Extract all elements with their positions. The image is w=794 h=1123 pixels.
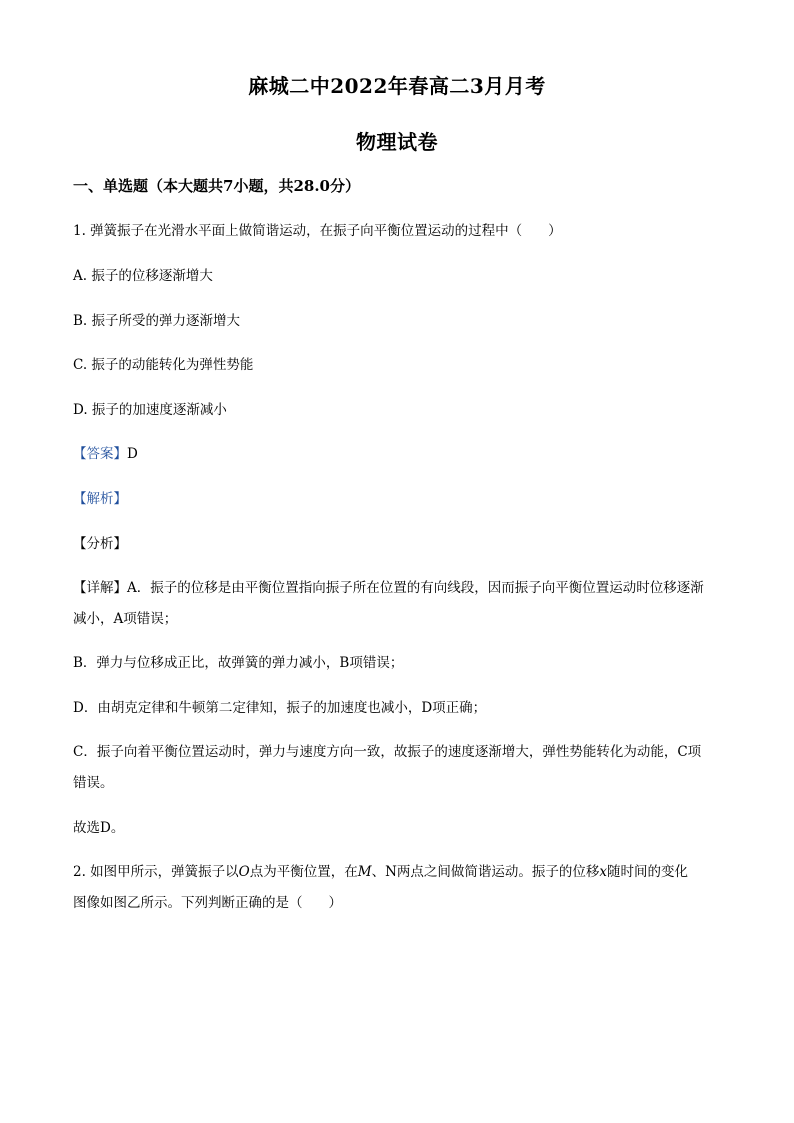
answer-line bbox=[73, 444, 138, 464]
question-2-stem-line-1 bbox=[73, 862, 688, 882]
question-1-stem-end: ） bbox=[548, 223, 562, 239]
conclusion: 故选D。 bbox=[73, 820, 125, 836]
detail-c-line-1: C．振子向着平衡位置运动时，弹力与速度方向一致，故振子的速度逐渐增大，弹性势能转化为动能，C项 bbox=[73, 744, 702, 760]
option-d: D. 振子的加速度逐渐减小 bbox=[73, 402, 227, 418]
detail-b: B．弹力与位移成正比，故弹簧的弹力减小，B项错误； bbox=[73, 655, 404, 671]
option-c: C. 振子的动能转化为弹性势能 bbox=[73, 357, 254, 373]
answer-label: 【答案】 bbox=[73, 446, 127, 462]
question-1-stem bbox=[73, 221, 562, 241]
q2-text-2: 点为平衡位置，在 bbox=[249, 864, 358, 880]
detail-line-2: 减小，A项错误； bbox=[73, 611, 178, 627]
detail-line-1 bbox=[73, 578, 704, 598]
document-subtitle: 物理试卷 bbox=[356, 130, 438, 154]
q2-text-3: 、N两点之间做简谐运动。振子的位移 bbox=[371, 864, 600, 880]
detail-d: D．由胡克定律和牛顿第二定律知，振子的加速度也减小，D项正确； bbox=[73, 700, 487, 716]
q2-text-1: 2. 如图甲所示，弹簧振子以 bbox=[73, 864, 239, 880]
detail-label: 【详解】 bbox=[73, 580, 127, 596]
option-a: A. 振子的位移逐渐增大 bbox=[73, 268, 213, 284]
q2-text-4: 随时间的变化 bbox=[607, 864, 689, 880]
detail-text-a: A．振子的位移是由平衡位置指向振子所在位置的有向线段，因而振子向平衡位置运动时位移逐渐 bbox=[127, 580, 704, 596]
document-title: 麻城二中2022年春高二3月月考 bbox=[248, 74, 546, 98]
q2-point-m: M bbox=[357, 864, 372, 880]
option-b: B. 振子所受的弹力逐渐增大 bbox=[73, 313, 241, 329]
q2-var-x: x bbox=[599, 864, 608, 880]
question-1-stem-text: 1. 弹簧振子在光滑水平面上做简谐运动，在振子向平衡位置运动的过程中（ bbox=[73, 223, 523, 239]
q2-line2-end: ） bbox=[328, 895, 342, 911]
section-heading: 一、单选题（本大题共7小题，共28.0分） bbox=[73, 177, 360, 195]
q2-line2-text: 图像如图乙所示。下列判断正确的是（ bbox=[73, 895, 303, 911]
answer-value: D bbox=[127, 446, 138, 462]
detail-c-line-2: 错误。 bbox=[73, 775, 114, 791]
q2-point-o: O bbox=[238, 864, 250, 880]
question-2-stem-line-2 bbox=[73, 893, 342, 913]
fenxi-label: 【分析】 bbox=[73, 536, 127, 552]
analysis-label: 【解析】 bbox=[73, 491, 127, 507]
